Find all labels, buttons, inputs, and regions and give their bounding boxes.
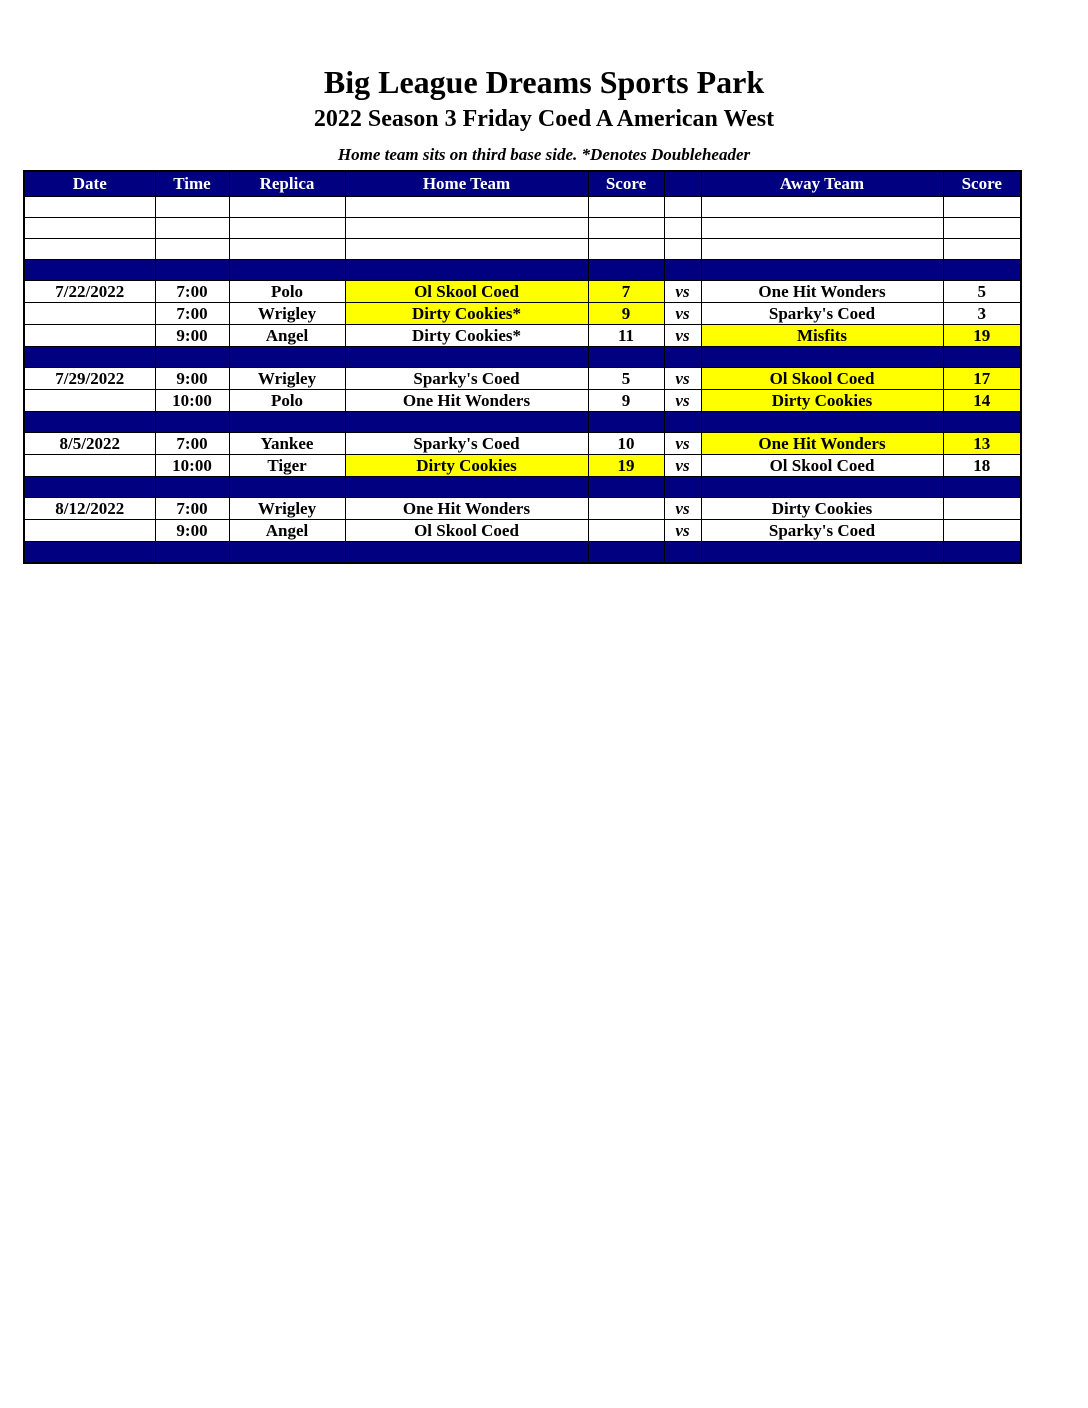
schedule-note: Home team sits on third base side. *Denotes Doubleheader <box>337 145 751 164</box>
home-score <box>588 498 664 520</box>
game-date <box>24 325 155 347</box>
game-date <box>24 520 155 542</box>
away-score <box>943 498 1021 520</box>
table-row <box>24 390 1021 412</box>
away-team: One Hit Wonders <box>701 433 943 455</box>
separator-band <box>24 260 1021 281</box>
away-team: Sparky's Coed <box>701 303 943 325</box>
home-team: Ol Skool Coed <box>345 281 588 303</box>
table-row <box>24 433 1021 455</box>
game-field: Polo <box>229 281 345 303</box>
home-score <box>588 520 664 542</box>
home-score: 10 <box>588 433 664 455</box>
home-team: Sparky's Coed <box>345 368 588 390</box>
vs-label: vs <box>664 368 701 390</box>
vs-label: vs <box>664 303 701 325</box>
away-score: 18 <box>943 455 1021 477</box>
away-score: 13 <box>943 433 1021 455</box>
table-row <box>24 325 1021 347</box>
separator-band <box>24 477 1021 498</box>
game-field: Wrigley <box>229 368 345 390</box>
col-away-team: Away Team <box>701 171 943 197</box>
game-field: Angel <box>229 325 345 347</box>
col-home-team: Home Team <box>345 171 588 197</box>
vs-label: vs <box>664 390 701 412</box>
vs-label: vs <box>664 498 701 520</box>
home-score: 19 <box>588 455 664 477</box>
game-date: 7/29/2022 <box>24 368 155 390</box>
table-row <box>24 281 1021 303</box>
separator-band <box>24 347 1021 368</box>
away-team: Dirty Cookies <box>701 390 943 412</box>
home-score: 9 <box>588 390 664 412</box>
game-field: Yankee <box>229 433 345 455</box>
col-vs <box>664 171 701 197</box>
home-score: 7 <box>588 281 664 303</box>
vs-label: vs <box>664 281 701 303</box>
home-team: Sparky's Coed <box>345 433 588 455</box>
home-team: One Hit Wonders <box>345 390 588 412</box>
col-replica: Replica <box>229 171 345 197</box>
home-team: Dirty Cookies <box>345 455 588 477</box>
page-title: Big League Dreams Sports Park <box>323 64 765 100</box>
home-team: Dirty Cookies* <box>345 325 588 347</box>
col-away-score: Score <box>943 171 1021 197</box>
table-row <box>24 303 1021 325</box>
home-score: 11 <box>588 325 664 347</box>
away-team: One Hit Wonders <box>701 281 943 303</box>
col-home-score: Score <box>588 171 664 197</box>
away-team: Ol Skool Coed <box>701 368 943 390</box>
away-team: Sparky's Coed <box>701 520 943 542</box>
table-row <box>24 455 1021 477</box>
away-team: Ol Skool Coed <box>701 455 943 477</box>
table-row <box>24 498 1021 520</box>
away-score: 3 <box>943 303 1021 325</box>
game-time: 7:00 <box>155 498 229 520</box>
away-score <box>943 520 1021 542</box>
game-time: 7:00 <box>155 281 229 303</box>
game-field: Wrigley <box>229 303 345 325</box>
game-date: 8/12/2022 <box>24 498 155 520</box>
header-row <box>24 171 1021 197</box>
table-row <box>24 368 1021 390</box>
away-score: 19 <box>943 325 1021 347</box>
season-subtitle: 2022 Season 3 Friday Coed A American West <box>313 106 775 132</box>
game-field: Polo <box>229 390 345 412</box>
away-score: 5 <box>943 281 1021 303</box>
blank-row <box>24 239 1021 260</box>
separator-band <box>24 542 1021 564</box>
game-time: 10:00 <box>155 390 229 412</box>
game-time: 9:00 <box>155 325 229 347</box>
game-field: Tiger <box>229 455 345 477</box>
away-score: 14 <box>943 390 1021 412</box>
game-time: 9:00 <box>155 368 229 390</box>
game-time: 9:00 <box>155 520 229 542</box>
home-team: Ol Skool Coed <box>345 520 588 542</box>
home-team: One Hit Wonders <box>345 498 588 520</box>
vs-label: vs <box>664 325 701 347</box>
game-time: 7:00 <box>155 303 229 325</box>
vs-label: vs <box>664 520 701 542</box>
blank-row <box>24 197 1021 218</box>
home-team: Dirty Cookies* <box>345 303 588 325</box>
away-team: Misfits <box>701 325 943 347</box>
table-row <box>24 520 1021 542</box>
col-time: Time <box>155 171 229 197</box>
away-team: Dirty Cookies <box>701 498 943 520</box>
away-score: 17 <box>943 368 1021 390</box>
blank-row <box>24 218 1021 239</box>
schedule-table <box>23 170 1022 564</box>
game-date: 8/5/2022 <box>24 433 155 455</box>
col-date: Date <box>24 171 155 197</box>
game-time: 7:00 <box>155 433 229 455</box>
game-date: 7/22/2022 <box>24 281 155 303</box>
game-time: 10:00 <box>155 455 229 477</box>
vs-label: vs <box>664 433 701 455</box>
game-date <box>24 390 155 412</box>
game-date <box>24 455 155 477</box>
separator-band <box>24 412 1021 433</box>
vs-label: vs <box>664 455 701 477</box>
game-date <box>24 303 155 325</box>
game-field: Wrigley <box>229 498 345 520</box>
home-score: 5 <box>588 368 664 390</box>
game-field: Angel <box>229 520 345 542</box>
home-score: 9 <box>588 303 664 325</box>
